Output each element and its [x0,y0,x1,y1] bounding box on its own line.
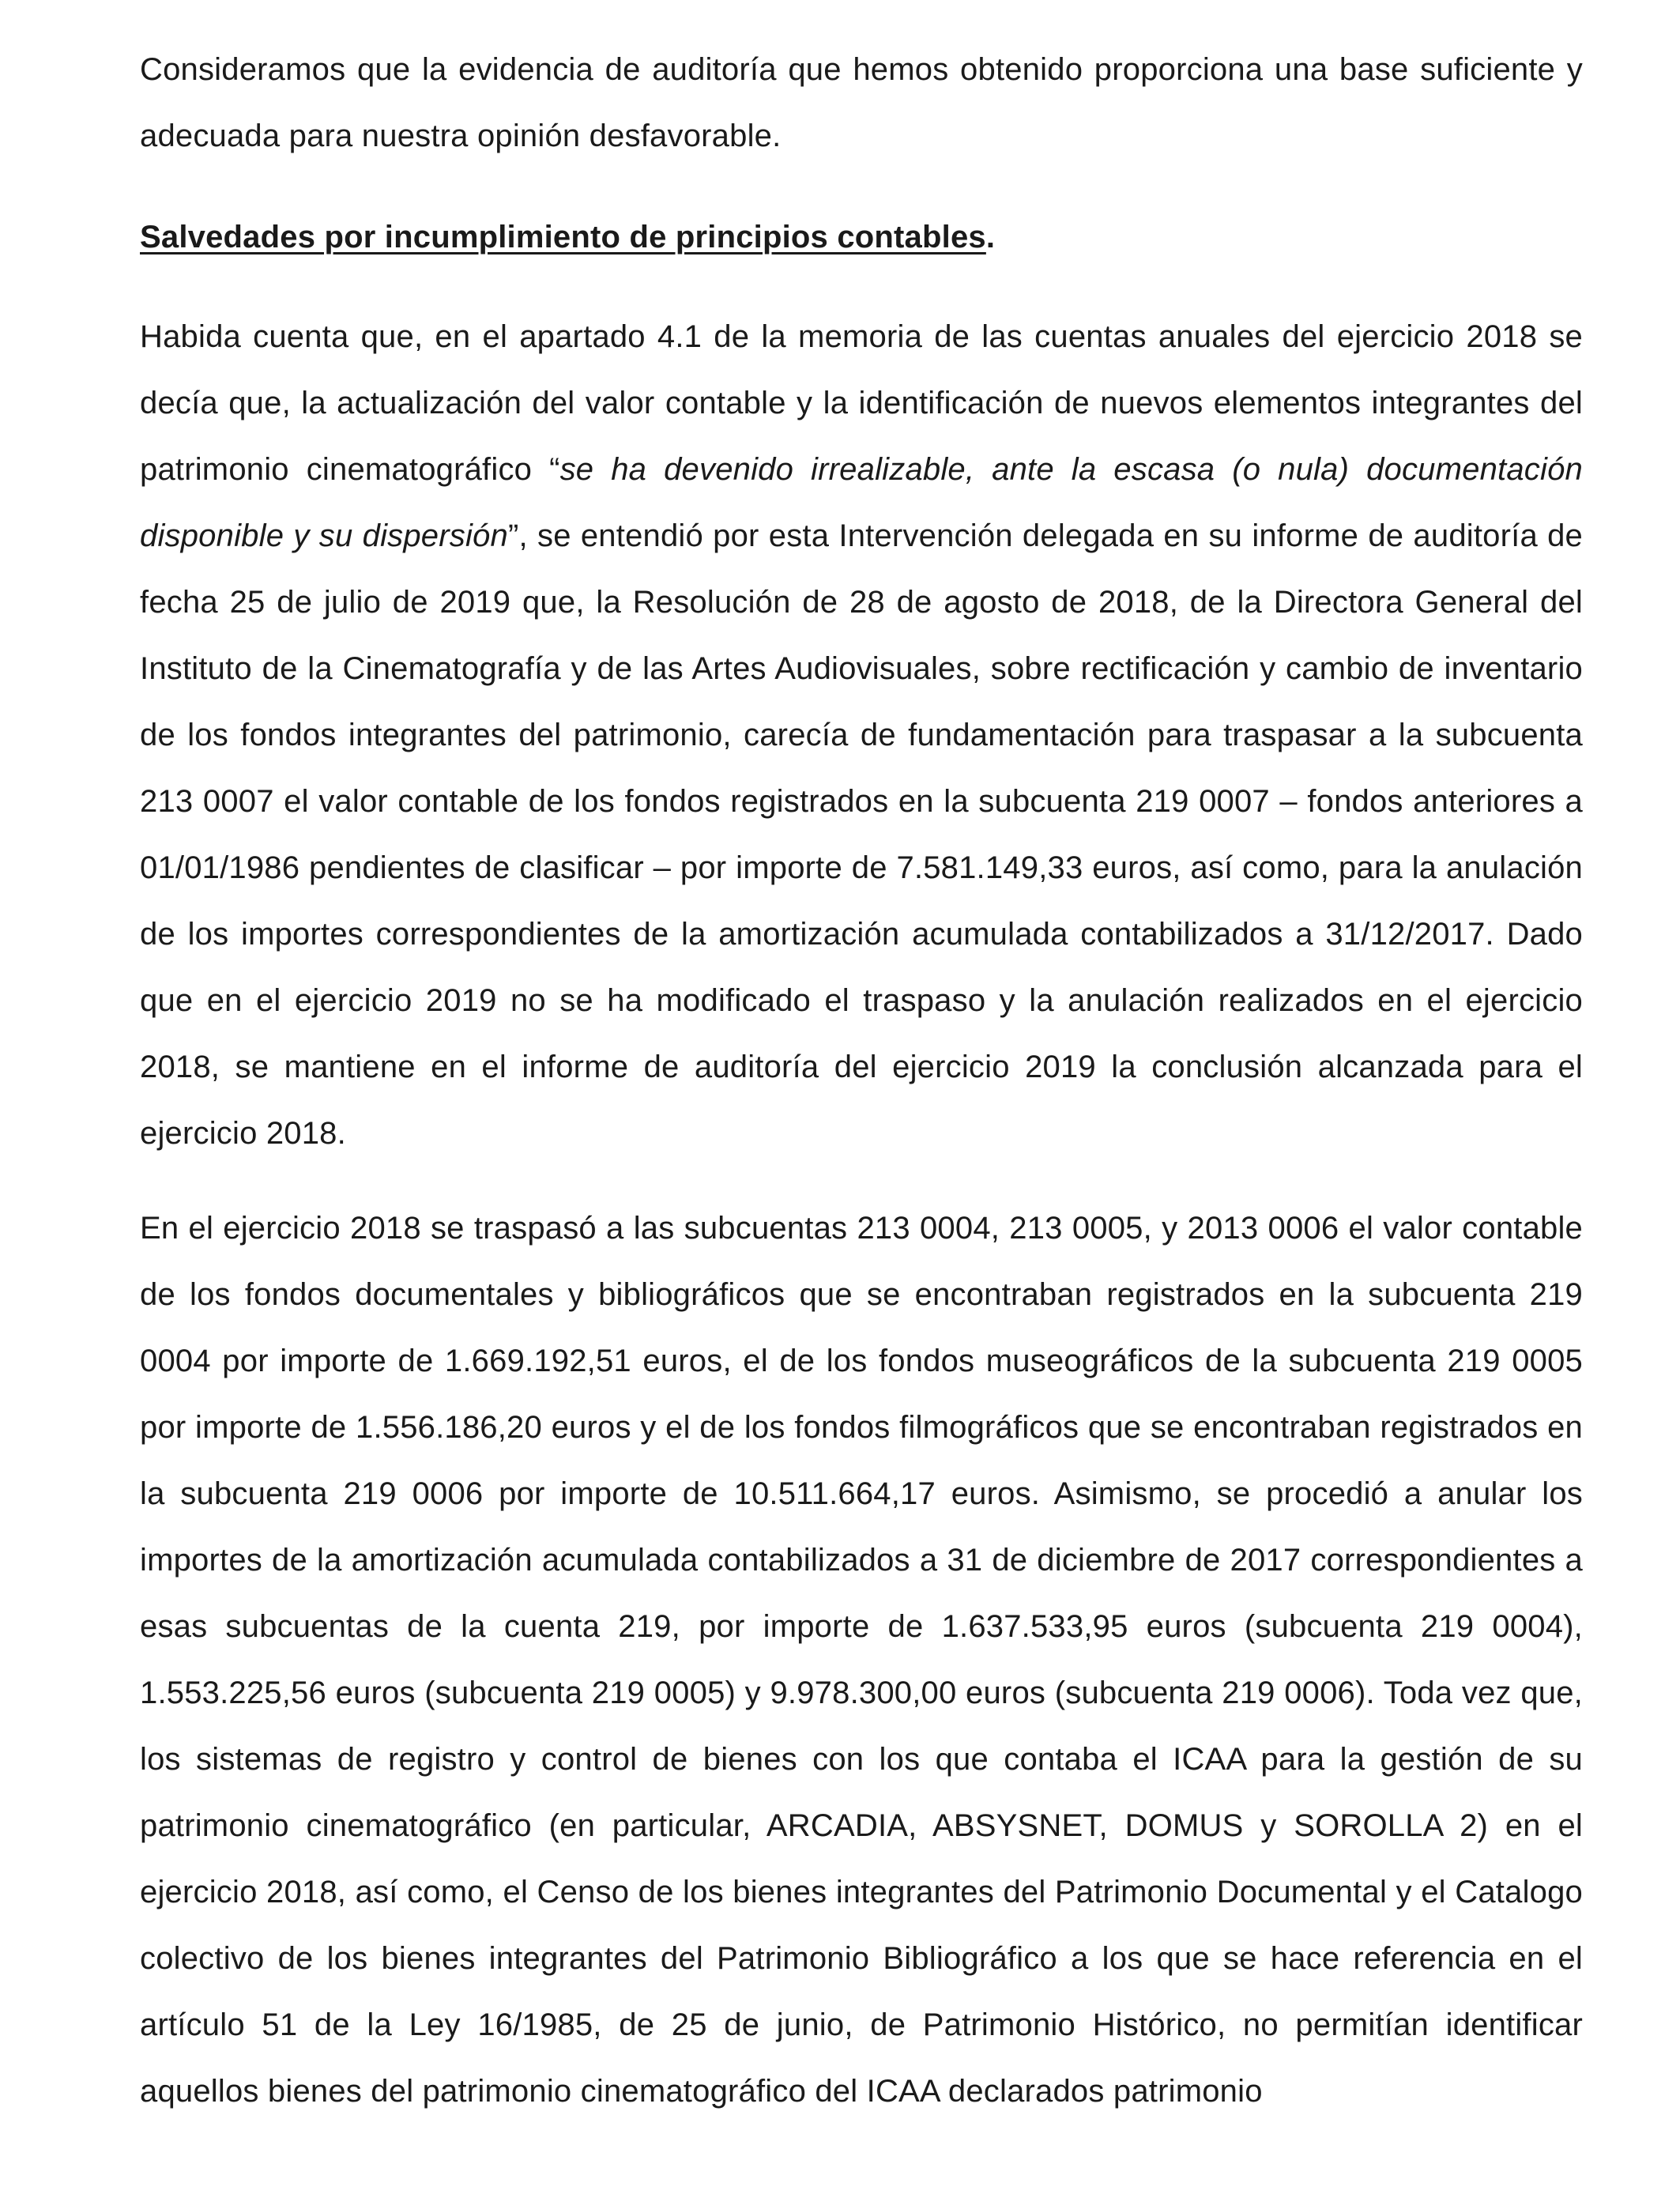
paragraph-audit-evidence: Consideramos que la evidencia de auditoría que hemos obtenido proporciona una base suficiente y adecuada para nuestra opinión desfavorable. [140,52,1583,153]
section-heading-text: Salvedades por incumplimiento de principios contables [140,220,986,254]
paragraph-memoria-4-1 [140,303,1583,1167]
paragraph-2-quote: se ha devenido irrealizable, ante la escasa (o nula) documentación disponible y su dispersión [140,452,1583,553]
section-heading [140,204,995,270]
paragraph-ejercicio-2018: En el ejercicio 2018 se traspasó a las subcuentas 213 0004, 213 0005, y 2013 0006 el valor contable de los fondos documentales y bibliográficos que se encontraban registrados en la subcuenta 219 0004 por importe de 1.669.192,51 euros, el de los fondos museográficos de la subcuenta 219 0005 por importe de 1.556.186,20 euros y el de los fondos filmográficos que se encontraban registrados en la subcuenta 219 0006 por importe de 10.511.664,17 euros. Asimismo, se procedió a anular los importes de la amortización acumulada contabilizados a 31 de diciembre de 2017 correspondientes a esas subcuentas de la cuenta 219, por importe de 1.637.533,95 euros (subcuenta 219 0004), 1.553.225,56 euros (subcuenta 219 0005) y 9.978.300,00 euros (subcuenta 219 0006). Toda vez que, los sistemas de registro y control de bienes con los que contaba el ICAA para la gestión de su patrimonio cinematográfico (en particular, ARCADIA, ABSYSNET, DOMUS y SOROLLA 2) en el ejercicio 2018, así como, el Censo de los bienes integrantes del Patrimonio Documental y el Catalogo colectivo de los bienes integrantes del Patrimonio Bibliográfico a los que se hace referencia en el artículo 51 de la Ley 16/1985, de 25 de junio, de Patrimonio Histórico, no permitían identificar aquellos bienes del patrimonio cinematográfico del ICAA declarados patrimonio [140,1211,1583,2109]
paragraph-2-body: ”, se entendió por esta Intervención delegada en su informe de auditoría de fecha 25 de julio de 2019 que, la Resolución de 28 de agosto de 2018, de la Directora General del Instituto de la Cinematografía y de las Artes Audiovisuales, sobre rectificación y cambio de inventario de los fondos integrantes del patrimonio, carecía de fundamentación para traspasar a la subcuenta 213 0007 el valor contable de los fondos registrados en la subcuenta 219 0007 – fondos anteriores a 01/01/1986 pendientes de clasificar – por importe de 7.581.149,33 euros, así como, para la anulación de los importes correspondientes de la amortización acumulada contabilizados a 31/12/2017. Dado que en el ejercicio 2019 no se ha modificado el traspaso y la anulación realizados en el ejercicio 2018, se mantiene en el informe de auditoría del ejercicio 2019 la conclusión alcanzada para el ejercicio 2018. [140,518,1583,1151]
section-heading-period: . [985,220,996,254]
paragraph-2-intro: Habida cuenta que, en el apartado 4.1 de la memoria de las cuentas anuales del ejercicio 2018 se decía que, la actualización del valor contable y la identificación de nuevos elementos integrantes del patrimonio cinematográfico “ [140,319,1583,487]
